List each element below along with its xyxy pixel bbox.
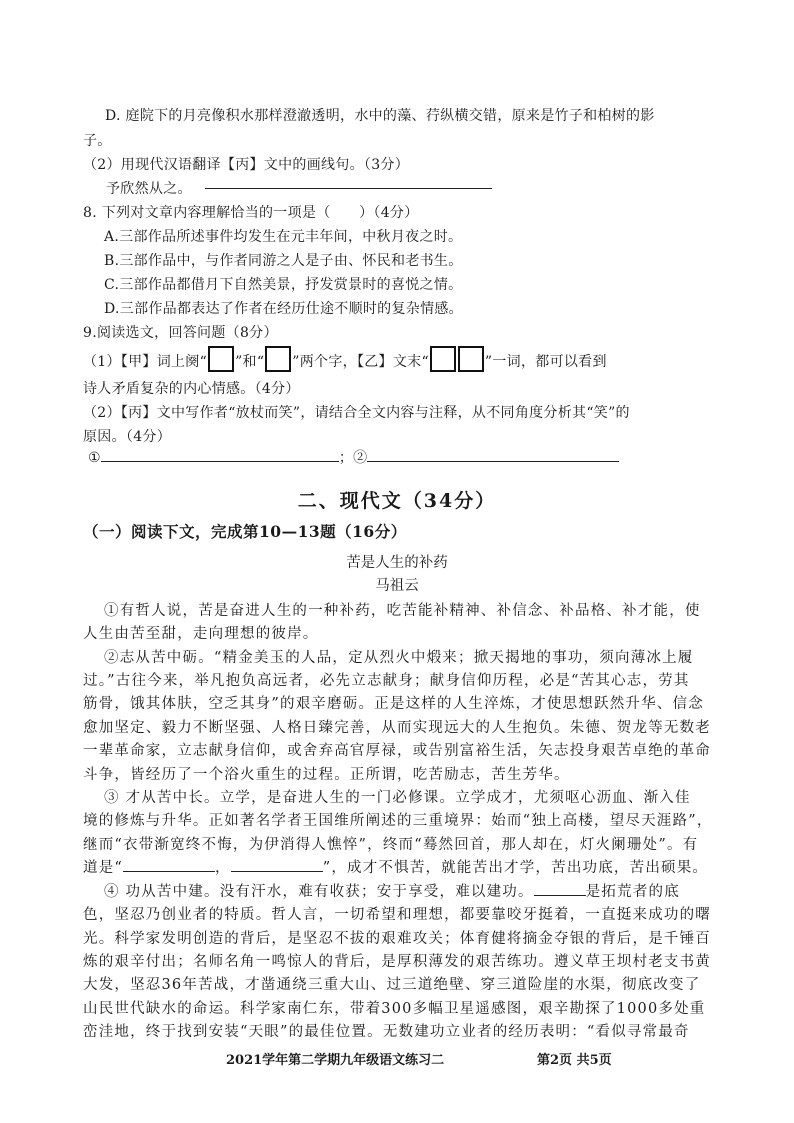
q9-sub1-line1: （1）【甲】词上阕“ ”和“ ”两个字，【乙】文末“ ”一词，都可以看到: [83, 346, 607, 372]
para-1-line: 人生由苦至甜，走向理想的彼岸。: [83, 626, 319, 642]
para-4-line: 大发，坚忍36年苦战，才凿通绕三重大山、过三道绝壁、穿三道险崖的水渠，彻底改变了: [83, 977, 701, 993]
para-4-line: 光。科学家发明创造的背后，是坚忍不拔的艰难攻关；体育健将摘金夺银的背后，是千锤百: [83, 931, 711, 947]
q9-sub2-line1: （2）【丙】文中写作者“放杖而笑”，请结合全文内容与注释，从不同角度分析其“笑”的: [83, 405, 630, 421]
q7-sub2-prompt: （2）用现代汉语翻译【丙】文中的画线句。（3分）: [83, 157, 410, 173]
q7-sub2-sentence: 予欣然从之。: [106, 181, 192, 197]
para-3-fill-line: 道是“ ， ”，成才不惧苦，就能苦出才学，苦出功底，苦出硕果。: [83, 860, 709, 876]
para-4-fill-line: ④ 功从苦中建。没有汗水，难有收获；安于享受，难以建功。 是拓荒者的底: [104, 884, 680, 900]
answer-line-2[interactable]: [367, 448, 619, 462]
para-2-line: ②志从苦中砺。“精金美玉的人品，定从烈火中煅来；掀天揭地的事功，须向薄冰上履: [104, 650, 694, 666]
q8-option-b: B.三部作品中，与作者同游之人是子由、怀民和老书生。: [104, 253, 463, 269]
answer-box-2[interactable]: [265, 346, 291, 372]
q9-stem: 9.阅读选文，回答问题（8分）: [83, 325, 278, 341]
answer-box-4[interactable]: [458, 346, 484, 372]
para-3-line: ③ 才从苦中长。立学，是奋进人生的一门必修课。立学成才，尤须呕心沥血、渐入佳: [104, 790, 691, 806]
fill-blank-1[interactable]: [123, 859, 215, 872]
q9-sub2-line2: 原因。（4分）: [83, 429, 172, 445]
q7-option-d-line2: 子。: [83, 133, 112, 149]
q7-answer-line[interactable]: [205, 174, 492, 189]
q8-option-d: D.三部作品都表达了作者在经历仕途不顺时的复杂情感。: [104, 301, 463, 317]
footer-title: 2021学年第二学期九年级语文练习二: [226, 1053, 445, 1068]
q8-option-a: A.三部作品所述事件均发生在元丰年间，中秋月夜之时。: [104, 229, 463, 245]
para-2-line: 一辈革命家，立志献身信仰，或舍弃高官厚禄，或告别富裕生活，矢志投身艰苦卓绝的革命: [83, 743, 711, 759]
section-title: 二、现代文（34分）: [297, 490, 497, 512]
article-author: 马祖云: [375, 578, 419, 594]
para-3-line: 境的修炼与升华。正如著名学者王国维所阐述的三重境界：始而“独上高楼，望尽天涯路”，: [83, 813, 713, 829]
para-4-line: 炼的艰辛付出；名师名角一鸣惊人的背后，是厚积薄发的艰苦练功。遵义草王坝村老支书黄: [83, 954, 711, 970]
para-1-line: ①有哲人说，苦是奋进人生的一种补药，吃苦能补精神、补信念、补品格、补才能，使: [104, 603, 701, 619]
para-2-line: 过。”古往今来，举凡抱负高远者，必先立志献身；献身信仰历程，必是“苦其心志，劳其: [83, 673, 690, 689]
fill-blank-2[interactable]: [231, 859, 323, 872]
q8-stem: 8. 下列对文章内容理解恰当的一项是（ ）（4分）: [83, 205, 419, 221]
fill-blank-3[interactable]: [534, 883, 586, 896]
q9-answer-row: ① ；②: [88, 447, 619, 467]
article-title: 苦是人生的补药: [346, 555, 448, 571]
q8-option-c: C.三部作品都借月下自然美景，抒发赏景时的喜悦之情。: [104, 277, 463, 293]
para-3-line: 继而“衣带渐宽终不悔，为伊消得人憔悴”，终而“蓦然回首，那人却在，灯火阑珊处”。有: [83, 837, 699, 853]
part1-heading: （一）阅读下文，完成第10—13题（16分）: [83, 522, 407, 541]
answer-box-1[interactable]: [208, 346, 234, 372]
para-2-line: 筋骨，饿其体肤，空乏其身”的艰辛磨砺。正是这样的人生淬炼，才使思想跃然升华、信念: [83, 696, 704, 712]
para-4-line: 山民世代缺水的命运。科学家南仁东，带着300多幅卫星遥感图，艰辛勘探了1000多处重: [83, 1001, 706, 1017]
footer-page-number: 第2页 共5页: [537, 1053, 612, 1068]
q7-option-d-line1: D. 庭院下的月亮像积水那样澄澈透明，水中的藻、荇纵横交错，原来是竹子和柏树的影: [105, 108, 655, 124]
para-4-line: 色，坚忍乃创业者的特质。哲人言，一切希望和理想，都要靠咬牙挺着，一直挺来成功的曙: [83, 907, 711, 923]
q9-sub1-line2: 诗人矛盾复杂的内心情感。（4分）: [83, 381, 300, 397]
answer-box-3[interactable]: [430, 346, 456, 372]
para-2-line: 斗争，皆经历了一个浴火重生的过程。正所谓，吃苦励志，苦生芳华。: [83, 767, 570, 783]
para-2-line: 愈加坚定、毅力不断坚强、人格日臻完善，从而实现远大的人生抱负。朱德、贺龙等无数老: [83, 720, 711, 736]
para-4-line: 峦洼地，终于找到安装“天眼”的最佳位置。无数建功立业者的经历表明：“看似寻常最奇: [83, 1024, 690, 1040]
answer-line-1[interactable]: [101, 448, 339, 462]
